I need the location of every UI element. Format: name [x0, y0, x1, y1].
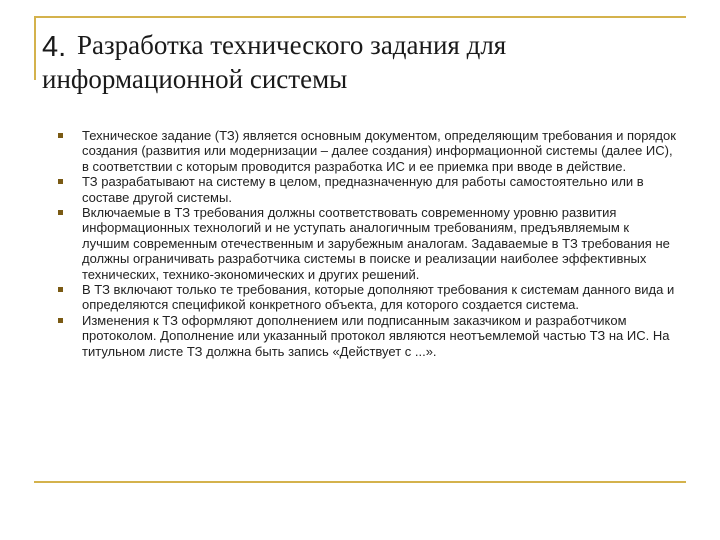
bullet-item [58, 128, 680, 174]
footer-accent-line [34, 481, 686, 483]
bullet-text: Включаемые в ТЗ требования должны соответствовать современному уровню развития информационных технологий и не уступать аналогичным требованиям, предъявляемым к лучшим современным отечественным и зарубежным аналогам. Задаваемые в ТЗ требования не должны ограничивать разработчика системы в поиске и реализации наиболее эффективных технических, технико-экономических и других решений. [82, 205, 670, 282]
square-bullet-icon [58, 133, 63, 138]
slide-title-text: Разработка технического задания для информационной системы [42, 30, 507, 94]
title-accent-vertical-line [34, 16, 36, 80]
slide-title [42, 30, 682, 98]
square-bullet-icon [58, 318, 63, 323]
bullet-item [58, 174, 680, 205]
square-bullet-icon [58, 179, 63, 184]
square-bullet-icon [58, 210, 63, 215]
bullet-text: Техническое задание (ТЗ) является основным документом, определяющим требования и порядок создания (развития или модернизации – далее создания) информационной системы (далее ИС), в соответствии с которым проводится разработка ИС и ее приемка при вводе в действие. [82, 128, 676, 174]
bullet-item [58, 205, 680, 282]
bullet-list [58, 128, 680, 359]
square-bullet-icon [58, 287, 63, 292]
title-accent-top-line [34, 16, 686, 18]
bullet-item [58, 313, 680, 359]
bullet-text: ТЗ разрабатывают на систему в целом, предназначенную для работы самостоятельно или в составе другой системы. [82, 174, 644, 205]
bullet-item [58, 282, 680, 313]
bullet-text: Изменения к ТЗ оформляют дополнением или подписанным заказчиком и разработчиком протоколом. Дополнение или указанный протокол являются неотъемлемой частью ТЗ на ИС. На титульном листе ТЗ должна быть запись «Действует с ...». [82, 312, 670, 359]
bullet-text: В ТЗ включают только те требования, которые дополняют требования к системам данного вида и определяются спецификой конкретного объекта, для которого создается система. [82, 282, 675, 313]
slide-title-number: 4. [42, 31, 67, 63]
